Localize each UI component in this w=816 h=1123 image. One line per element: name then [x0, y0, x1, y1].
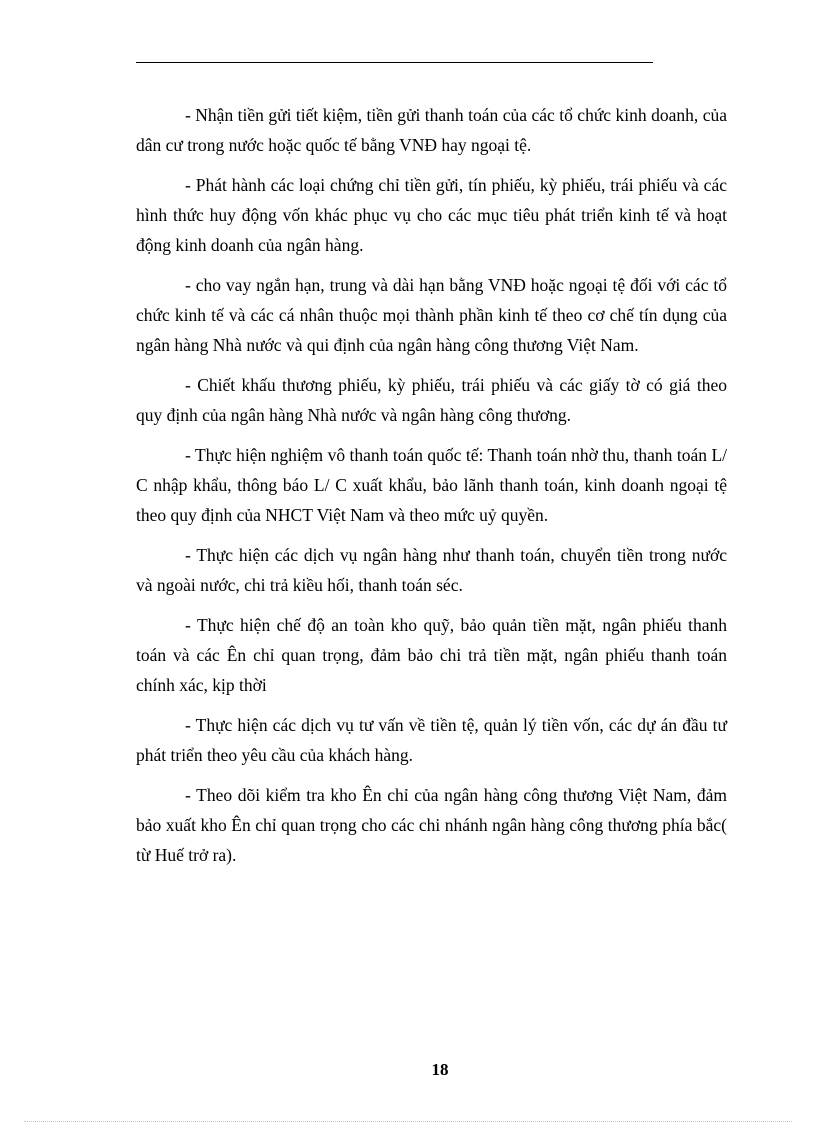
paragraph-inventory-control: - Theo dõi kiểm tra kho Ên chỉ của ngân hàng công thương Việt Nam, đảm bảo xuất kho Ên chỉ quan trọng cho các chi nhánh ngân hàng công thương phía bắc( từ Huế trở ra).	[136, 785, 727, 865]
paragraph-discounting: - Chiết khấu thương phiếu, kỳ phiếu, trái phiếu và các giấy tờ có giá theo quy định của ngân hàng Nhà nước và ngân hàng công thương.	[136, 375, 727, 425]
page-number: 18	[431, 1060, 449, 1079]
paragraph-international-payment: - Thực hiện nghiệm vô thanh toán quốc tế: Thanh toán nhờ thu, thanh toán L/ C nhập khẩu, thông báo L/ C xuất khẩu, bảo lãnh thanh toán, kinh doanh ngoại tệ theo quy định của NHCT Việt Nam và theo mức uỷ quyền.	[136, 445, 727, 525]
document-body	[136, 100, 727, 880]
paragraph-vault-safety: - Thực hiện chế độ an toàn kho quỹ, bảo quản tiền mặt, ngân phiếu thanh toán và các Ên chỉ quan trọng, đảm bảo chi trả tiền mặt, ngân phiếu thanh toán chính xác, kịp thời	[136, 615, 727, 695]
paragraph-consulting: - Thực hiện các dịch vụ tư vấn về tiền tệ, quản lý tiền vốn, các dự án đầu tư phát triển theo yêu cầu của khách hàng.	[136, 715, 727, 765]
paragraph-deposits: - Nhận tiền gửi tiết kiệm, tiền gửi thanh toán của các tổ chức kinh doanh, của dân cư trong nước hoặc quốc tế bằng VNĐ hay ngoại tệ.	[136, 105, 727, 155]
paragraph-lending: - cho vay ngắn hạn, trung và dài hạn bằng VNĐ hoặc ngoại tệ đối với các tổ chức kinh tế và các cá nhân thuộc mọi thành phần kinh tế theo cơ chế tín dụng của ngân hàng Nhà nước và qui định của ngân hàng công thương Việt Nam.	[136, 275, 727, 355]
paragraph-issuance: - Phát hành các loại chứng chỉ tiền gửi, tín phiếu, kỳ phiếu, trái phiếu và các hình thức huy động vốn khác phục vụ cho các mục tiêu phát triển kinh tế và hoạt động kinh doanh của ngân hàng.	[136, 175, 727, 255]
header-divider	[136, 62, 653, 63]
paragraph-banking-services: - Thực hiện các dịch vụ ngân hàng như thanh toán, chuyển tiền trong nước và ngoài nước, chi trả kiều hối, thanh toán séc.	[136, 545, 727, 595]
page-bottom-border	[24, 1121, 792, 1122]
